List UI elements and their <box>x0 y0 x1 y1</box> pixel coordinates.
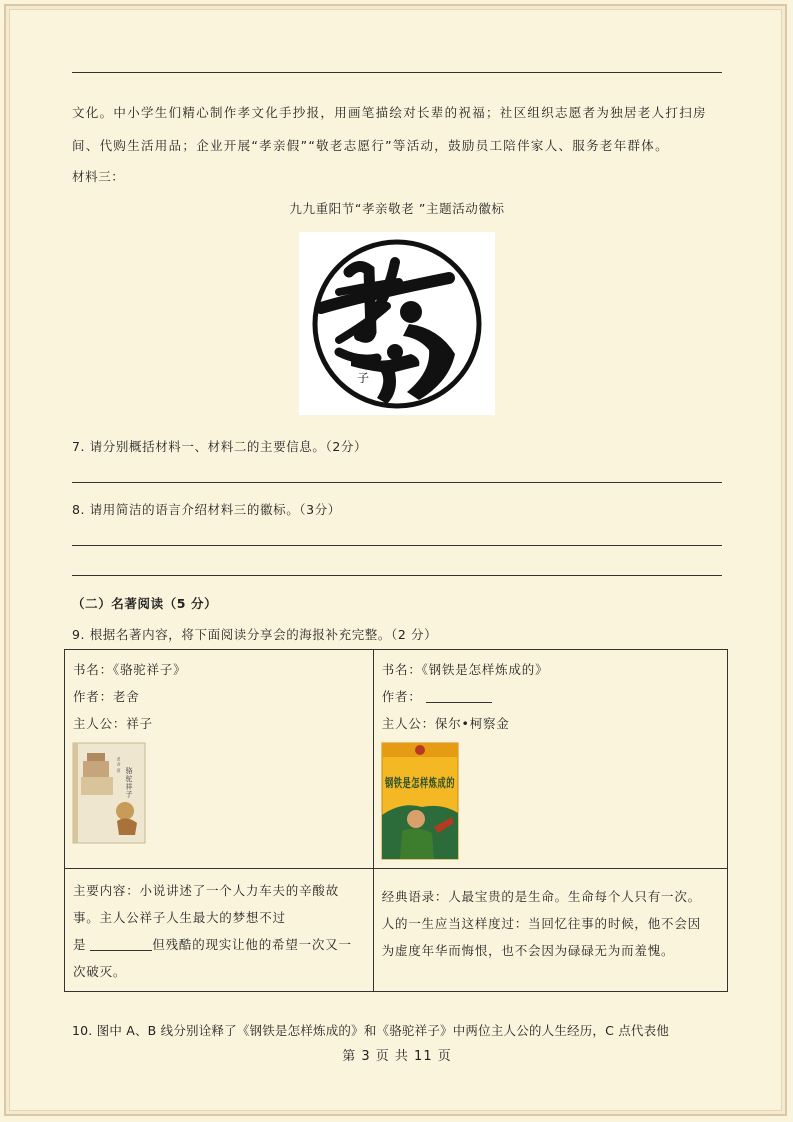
poster-table <box>64 649 728 992</box>
left-book-title: 书名：《骆驼祥子》 <box>73 662 187 677</box>
logo-caption: 九九重阳节“孝亲敬老 ”主题活动徽标 <box>289 201 505 216</box>
logo-child-char: 子 <box>357 371 370 385</box>
poster-right-cell <box>373 650 727 869</box>
continuation-line-2: 间、代购生活用品；企业开展“孝亲假”“敬老志愿行”等活动，鼓励员工陪伴家人、服务老年群体。 <box>72 138 669 153</box>
answer-line-q8-1[interactable] <box>72 545 722 546</box>
right-book-author <box>382 683 719 710</box>
quote-line-3: 为虚度年华而悔恨，也不会因为碌碌无为而羞愧。 <box>381 943 675 958</box>
quote-line-2: 人的一生应当这样度过：当回忆往事的时候，他不会因 <box>381 916 701 931</box>
poster-left-cell <box>65 650 374 869</box>
question-7: 7. 请分别概括材料一、材料二的主要信息。（2分） <box>72 439 368 454</box>
right-book-title: 书名：《钢铁是怎样炼成的》 <box>381 662 549 677</box>
author-blank[interactable] <box>426 688 492 703</box>
right-author-label: 作者： <box>381 689 422 704</box>
material3-label: 材料三： <box>72 169 125 184</box>
answer-line-q8-2[interactable] <box>72 575 722 576</box>
page-footer: 第 3 页 共 11 页 <box>342 1049 452 1064</box>
steel-cover <box>382 743 719 862</box>
summary-line-1: 主要内容：小说讲述了一个人力车夫的辛酸故 <box>73 883 340 898</box>
left-book-author: 作者：老舍 <box>73 689 140 704</box>
emblem-image <box>299 232 495 415</box>
quote-line-1: 经典语录：人最宝贵的是生命。生命每个人只有一次。 <box>381 889 701 904</box>
left-book-hero: 主人公：祥子 <box>73 716 153 731</box>
summary-line-2: 事。主人公祥子人生最大的梦想不过 <box>73 910 286 925</box>
section-heading: （二）名著阅读（5 分） <box>72 596 218 611</box>
top-rule <box>72 72 722 73</box>
question-8: 8. 请用简洁的语言介绍材料三的徽标。（3分） <box>72 502 341 517</box>
summary-line-3a: 是 <box>73 937 87 952</box>
left-cover-author: 老舍 著 <box>116 757 122 774</box>
quote-cell <box>373 869 727 992</box>
left-cover-title: 骆驼祥子 <box>125 767 133 799</box>
camel-xiangzi-cover <box>73 743 365 846</box>
right-cover-title: 钢铁是怎样炼成的 <box>384 776 488 790</box>
summary-line-3 <box>73 931 365 958</box>
question-9: 9. 根据名著内容，将下面阅读分享会的海报补充完整。（2 分） <box>72 627 438 642</box>
dream-blank[interactable] <box>90 936 152 951</box>
summary-line-3b: 但残酷的现实让他的希望一次又一 <box>152 937 352 952</box>
right-book-hero: 主人公：保尔•柯察金 <box>381 716 510 731</box>
document-page <box>72 0 722 1122</box>
continuation-line-1: 文化。中小学生们精心制作孝文化手抄报，用画笔描绘对长辈的祝福；社区组织志愿者为独居老人打扫房 <box>72 105 707 120</box>
answer-line-q7[interactable] <box>72 482 722 483</box>
summary-line-4: 次破灭。 <box>73 964 127 979</box>
summary-cell <box>65 869 374 992</box>
question-10: 10. 图中 A、B 线分别诠释了《钢铁是怎样炼成的》和《骆驼祥子》中两位主人公的人生经历，C 点代表他 <box>72 1023 670 1038</box>
